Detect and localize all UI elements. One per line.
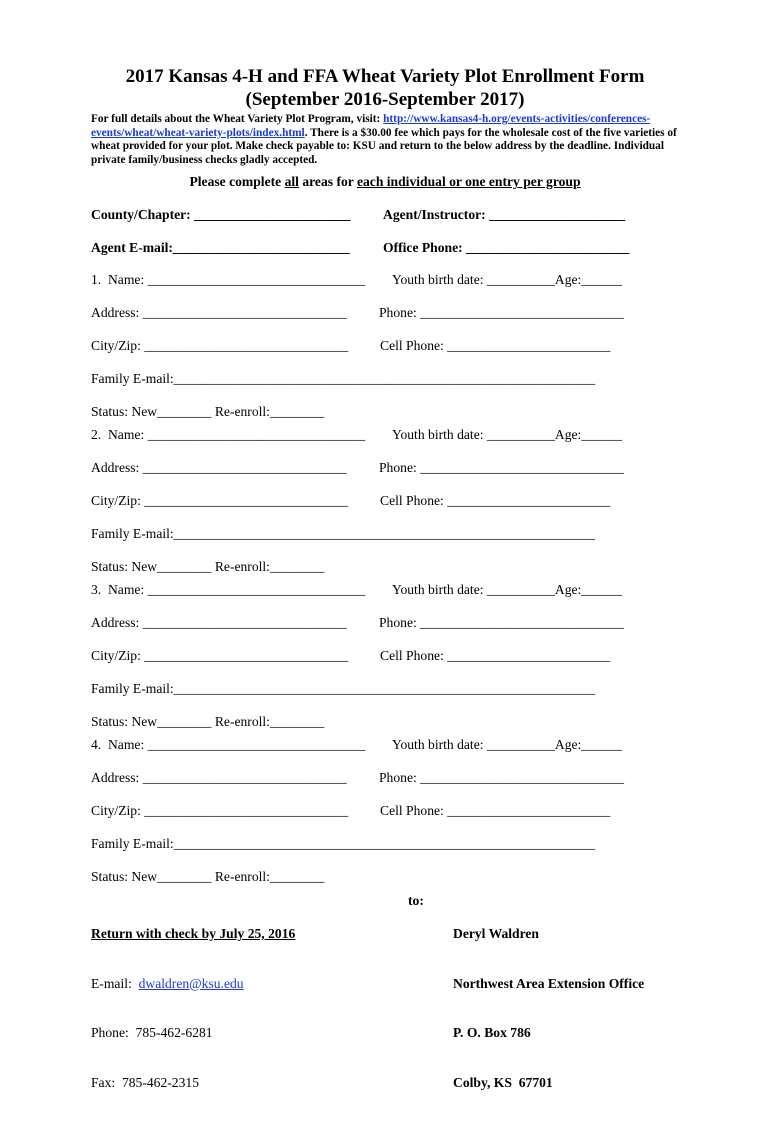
birth-date-age-field[interactable]: Youth birth date: __________Age:______ — [392, 272, 623, 287]
intro-text-before-link: For full details about the Wheat Variety Plot Program, visit: — [91, 113, 384, 125]
address-field[interactable]: Address: ______________________________ — [91, 305, 347, 320]
program-link-part1: http://www.kansas4-h.org/events- — [383, 113, 545, 125]
name-field[interactable]: 3. Name: ________________________________ — [91, 582, 366, 597]
address-field[interactable]: Address: ______________________________ — [91, 770, 347, 785]
office-name: Northwest Area Extension Office — [453, 975, 645, 991]
city-state-zip: Colby, KS 67701 — [453, 1074, 553, 1090]
cell-phone-field[interactable]: Cell Phone: ________________________ — [380, 803, 611, 818]
agent-email-field[interactable]: Agent E-mail:__________________________ — [91, 240, 350, 255]
cell-phone-field[interactable]: Cell Phone: ________________________ — [380, 493, 611, 508]
status-field[interactable]: Status: New________ Re-enroll:________ — [91, 714, 325, 729]
cell-phone-field[interactable]: Cell Phone: ________________________ — [380, 338, 611, 353]
phone-field[interactable]: Phone: ______________________________ — [379, 460, 625, 475]
office-phone-field[interactable]: Office Phone: ________________________ — [383, 240, 630, 255]
footer-address — [453, 893, 644, 1124]
form-title: 2017 Kansas 4-H and FFA Wheat Variety Plot Enrollment Form — [125, 66, 645, 87]
status-field[interactable]: Status: New________ Re-enroll:________ — [91, 559, 325, 574]
form-subtitle: (September 2016-September 2017) — [245, 89, 525, 110]
phone-field[interactable]: Phone: ______________________________ — [379, 305, 625, 320]
county-chapter-field[interactable]: County/Chapter: _______________________ — [91, 207, 351, 222]
intro-paragraph — [91, 113, 691, 167]
instructions-text-2: areas for — [298, 174, 357, 189]
footer-email-line — [91, 976, 295, 993]
footer-phone: Phone: 785-462-6281 — [91, 1025, 213, 1040]
family-email-field[interactable]: Family E-mail:______________________________________________________________ — [91, 371, 596, 386]
footer-fax: Fax: 785-462-2315 — [91, 1074, 199, 1090]
birth-date-age-field[interactable]: Youth birth date: __________Age:______ — [392, 737, 623, 752]
city-zip-field[interactable]: City/Zip: ______________________________ — [91, 338, 349, 353]
family-email-field[interactable]: Family E-mail:______________________________________________________________ — [91, 681, 596, 696]
name-field[interactable]: 4. Name: ________________________________ — [91, 737, 366, 752]
city-zip-field[interactable]: City/Zip: ______________________________ — [91, 803, 349, 818]
city-zip-field[interactable]: City/Zip: ______________________________ — [91, 493, 349, 508]
instructions-line — [0, 174, 770, 190]
return-deadline: Return with check by July 25, 2016 — [91, 926, 296, 941]
cell-phone-field[interactable]: Cell Phone: ________________________ — [380, 648, 611, 663]
po-box: P. O. Box 786 — [453, 1025, 531, 1040]
footer-to-label: to: — [408, 893, 424, 908]
contact-name: Deryl Waldren — [453, 926, 539, 941]
address-field[interactable]: Address: ______________________________ — [91, 460, 347, 475]
agent-instructor-field[interactable]: Agent/Instructor: ____________________ — [383, 207, 626, 222]
address-field[interactable]: Address: ______________________________ — [91, 615, 347, 630]
email-label: E-mail: — [91, 975, 139, 991]
status-field[interactable]: Status: New________ Re-enroll:________ — [91, 404, 325, 419]
footer-left — [91, 893, 295, 1124]
phone-field[interactable]: Phone: ______________________________ — [379, 615, 625, 630]
family-email-field[interactable]: Family E-mail:______________________________________________________________ — [91, 526, 596, 541]
birth-date-age-field[interactable]: Youth birth date: __________Age:______ — [392, 427, 623, 442]
city-zip-field[interactable]: City/Zip: ______________________________ — [91, 648, 349, 663]
email-link[interactable]: dwaldren@ksu.edu — [138, 975, 244, 991]
instructions-emphasis-all: all — [284, 174, 299, 189]
birth-date-age-field[interactable]: Youth birth date: __________Age:______ — [392, 582, 623, 597]
instructions-text: Please complete — [189, 174, 285, 189]
name-field[interactable]: 2. Name: ________________________________ — [91, 427, 366, 442]
family-email-field[interactable]: Family E-mail:______________________________________________________________ — [91, 836, 596, 851]
intro-text-after-link: . There is a $30.00 fee which pays for the wholesale cost of the five varieties of wheat provided for your plot. Make check payable to: KSU and return to the below address by the deadline. Individual private family/business checks gladly accepted. — [91, 126, 677, 166]
instructions-emphasis-each: each individual or one entry per group — [356, 174, 581, 189]
program-link-part2: activities/conferences-events/wheat/wheat-variety-plots/index.html — [91, 113, 651, 139]
phone-field[interactable]: Phone: ______________________________ — [379, 770, 625, 785]
status-field[interactable]: Status: New________ Re-enroll:________ — [91, 869, 325, 884]
name-field[interactable]: 1. Name: ________________________________ — [91, 272, 366, 287]
